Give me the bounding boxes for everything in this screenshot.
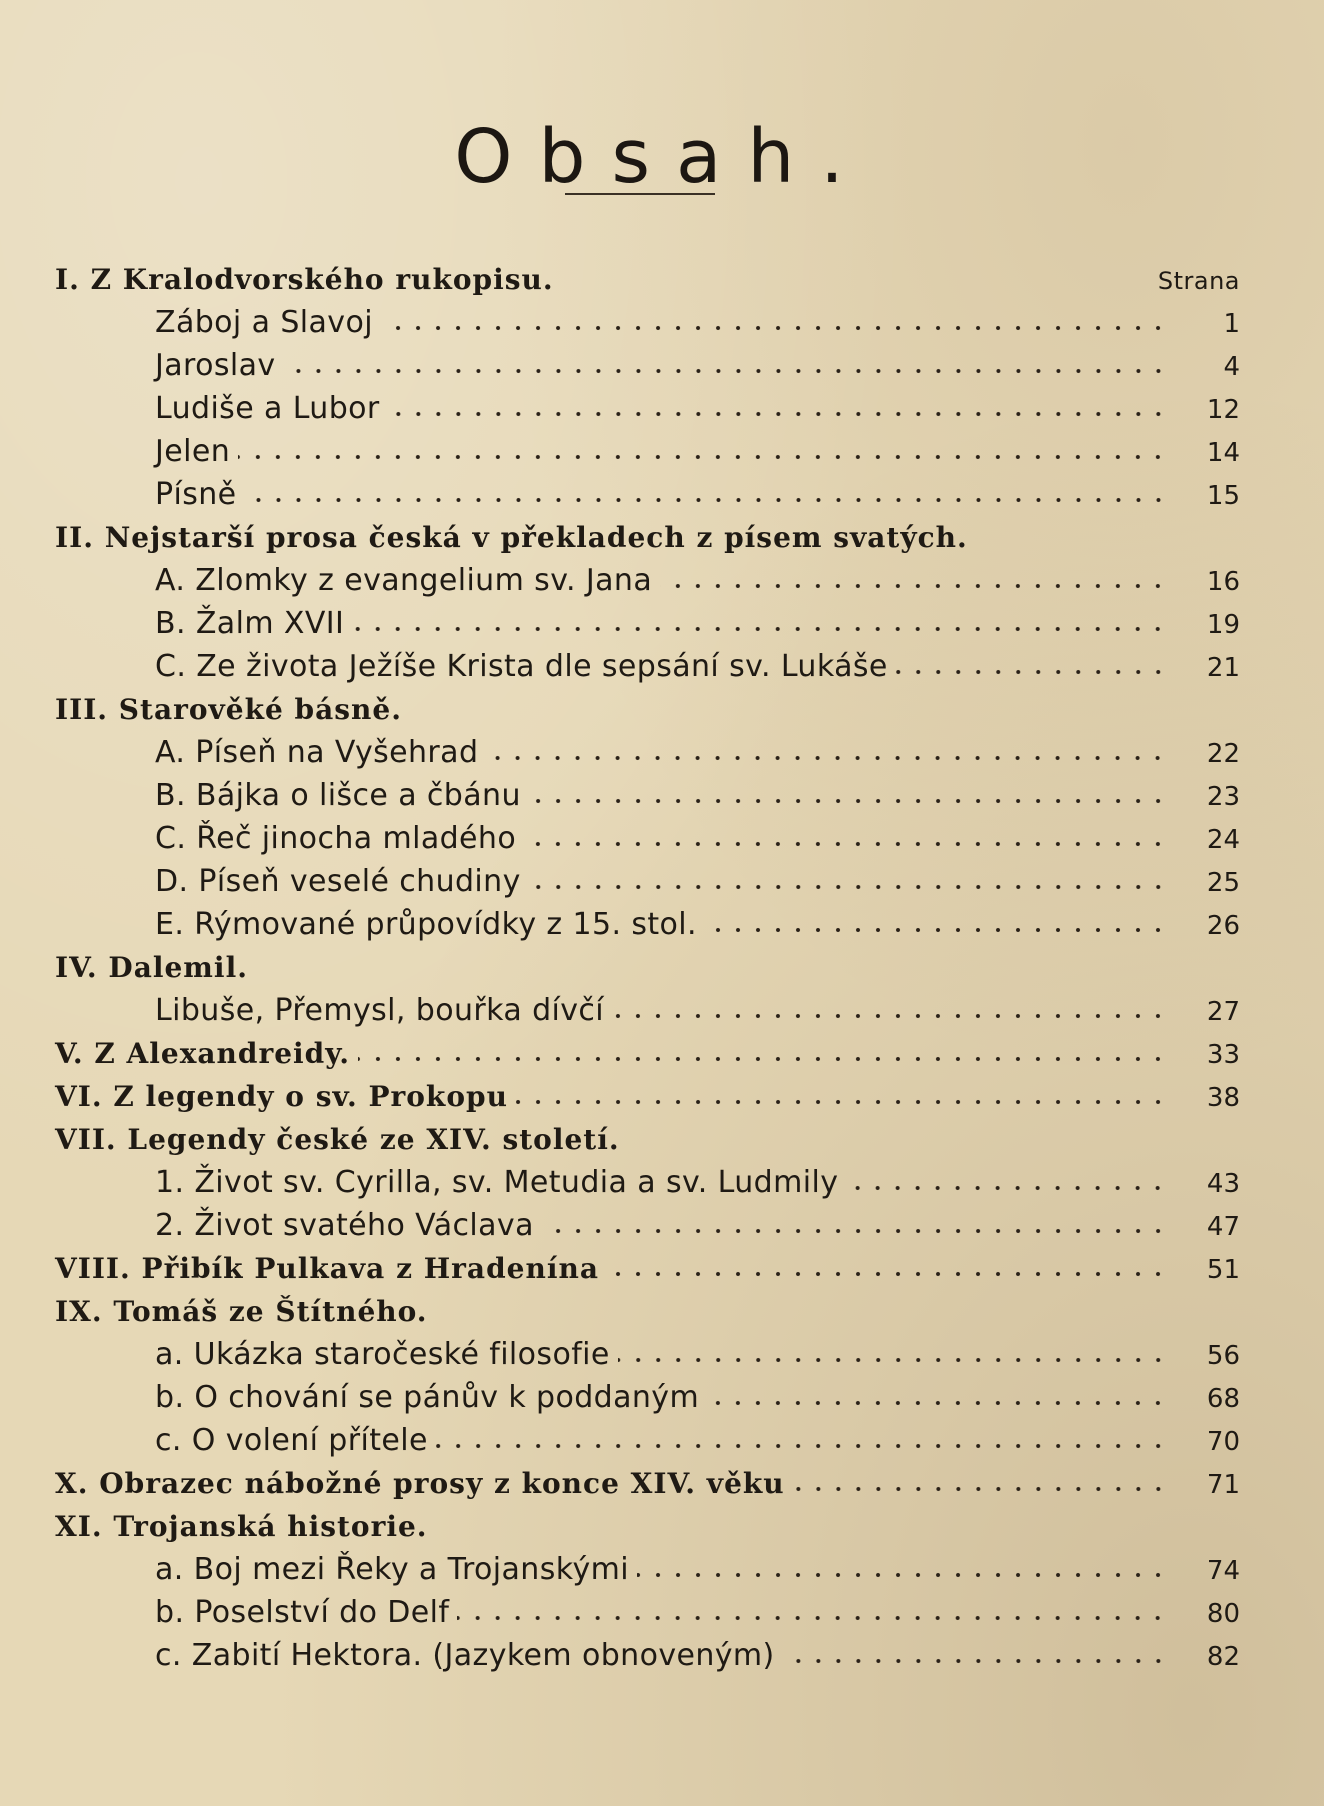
page-column-header: Strana [1157, 267, 1240, 295]
toc-entry-row [55, 430, 1240, 473]
toc-entry-title: Záboj a Slavoj [155, 305, 373, 340]
toc-page-number: 68 [1206, 1384, 1240, 1414]
toc-page-number: 47 [1206, 1212, 1240, 1242]
toc-page-number: 1 [1223, 309, 1240, 339]
dot-leader [529, 798, 1168, 804]
toc-entry-title: 2. Život svatého Václava [155, 1208, 534, 1243]
dot-leader [660, 583, 1168, 589]
toc-entry-row [55, 1204, 1240, 1247]
toc-page-number: 25 [1206, 868, 1240, 898]
toc-entry-title: c. O volení přítele [155, 1423, 428, 1458]
toc-section-row [55, 1032, 1240, 1075]
toc-page-number: 33 [1206, 1040, 1240, 1070]
toc-page-number: 43 [1206, 1169, 1240, 1199]
dot-leader [457, 1615, 1168, 1621]
toc-entry-title: A. Píseň na Vyšehrad [155, 735, 479, 770]
toc-page-number: 51 [1206, 1255, 1240, 1285]
toc-page-number: 24 [1206, 825, 1240, 855]
toc-entry-row [55, 1634, 1240, 1677]
toc-section-title: III. Starověké básně. [55, 693, 402, 726]
toc-page-number: 80 [1206, 1599, 1240, 1629]
toc-entry-row [55, 1548, 1240, 1591]
toc-entry-row [55, 989, 1240, 1032]
toc-page-number: 74 [1206, 1556, 1240, 1586]
toc-entry-title: Ludiše a Lubor [155, 391, 380, 426]
toc-section-row [55, 1290, 1240, 1333]
toc-entry-row [55, 473, 1240, 516]
toc-entry-row [55, 1376, 1240, 1419]
toc-entry-title: a. Boj mezi Řeky a Trojanskými [155, 1552, 629, 1587]
toc-section-title: IX. Tomáš ze Štítného. [55, 1295, 428, 1328]
dot-leader [612, 1013, 1168, 1019]
dot-leader [516, 1099, 1168, 1105]
toc-entry-row [55, 645, 1240, 688]
toc-section-row [55, 1247, 1240, 1290]
table-of-contents [55, 258, 1240, 1677]
dot-leader [529, 884, 1168, 890]
toc-entry-row [55, 817, 1240, 860]
toc-entry-row [55, 774, 1240, 817]
toc-entry-title: c. Zabití Hektora. (Jazykem obnoveným) [155, 1638, 775, 1673]
toc-entry-title: B. Žalm XVII [155, 606, 345, 641]
dot-leader [388, 411, 1168, 417]
toc-entry-title: E. Rýmované průpovídky z 15. stol. [155, 907, 697, 942]
toc-section-row [55, 516, 1240, 559]
toc-section-row [55, 1118, 1240, 1161]
toc-page-number: 38 [1206, 1083, 1240, 1113]
toc-page-number: 23 [1206, 782, 1240, 812]
toc-entry-row [55, 602, 1240, 645]
toc-section-title: VII. Legendy české ze XIV. století. [55, 1123, 620, 1156]
dot-leader [705, 927, 1168, 933]
toc-entry-row [55, 1591, 1240, 1634]
toc-page-number: 82 [1206, 1642, 1240, 1672]
toc-section-title: V. Z Alexandreidy. [55, 1037, 351, 1070]
title-divider [565, 193, 715, 195]
dot-leader [352, 626, 1168, 632]
dot-leader [542, 1228, 1168, 1234]
dot-leader [783, 1658, 1168, 1664]
dot-leader [238, 454, 1168, 460]
toc-entry-row [55, 344, 1240, 387]
toc-entry-title: B. Bájka o lišce a čbánu [155, 778, 521, 813]
toc-page-number: 19 [1206, 610, 1240, 640]
dot-leader [358, 1056, 1168, 1062]
toc-entry-title: 1. Život sv. Cyrilla, sv. Metudia a sv. Ludmily [155, 1165, 839, 1200]
toc-section-title: X. Obrazec nábožné prosy z konce XIV. věku [55, 1467, 785, 1500]
toc-entry-row [55, 387, 1240, 430]
toc-section-row [55, 946, 1240, 989]
page-title: Obsah. [454, 113, 870, 200]
toc-page-number: 21 [1206, 653, 1240, 683]
toc-page-number: 27 [1206, 997, 1240, 1027]
toc-section-title: II. Nejstarší prosa česká v překladech z písem svatých. [55, 521, 968, 554]
toc-page-number: 70 [1206, 1427, 1240, 1457]
toc-entry-title: b. Poselství do Delf [155, 1595, 450, 1630]
toc-entry-row [55, 559, 1240, 602]
toc-page-number: 15 [1206, 481, 1240, 511]
dot-leader [524, 841, 1168, 847]
toc-section-title: VI. Z legendy o sv. Prokopu [55, 1080, 508, 1113]
toc-entry-title: C. Řeč jinocha mladého [155, 821, 517, 856]
toc-entry-title: Libuše, Přemysl, bouřka dívčí [155, 993, 605, 1028]
toc-entry-title: Jelen [155, 434, 231, 469]
toc-section-row [55, 1075, 1240, 1118]
dot-leader [618, 1357, 1168, 1363]
toc-section-title: IV. Dalemil. [55, 951, 248, 984]
dot-leader [381, 325, 1168, 331]
toc-section-row [55, 258, 1240, 301]
toc-section-title: XI. Trojanská historie. [55, 1510, 428, 1543]
toc-page-number: 4 [1223, 352, 1240, 382]
toc-entry-title: D. Píseň veselé chudiny [155, 864, 521, 899]
toc-entry-title: C. Ze života Ježíše Krista dle sepsání sv. Lukáše [155, 649, 888, 684]
toc-page-number: 16 [1206, 567, 1240, 597]
toc-page-number: 12 [1206, 395, 1240, 425]
dot-leader [245, 497, 1168, 503]
toc-section-row [55, 1505, 1240, 1548]
dot-leader [486, 755, 1168, 761]
toc-entry-title: b. O chování se pánův k poddaným [155, 1380, 700, 1415]
toc-page-number: 26 [1206, 911, 1240, 941]
toc-entry-row [55, 903, 1240, 946]
dot-leader [284, 368, 1168, 374]
toc-entry-title: Písně [155, 477, 237, 512]
toc-entry-row [55, 860, 1240, 903]
dot-leader [637, 1572, 1168, 1578]
dot-leader [793, 1486, 1168, 1492]
dot-leader [896, 669, 1168, 675]
toc-entry-title: a. Ukázka staročeské filosofie [155, 1337, 610, 1372]
toc-section-title: VIII. Přibík Pulkava z Hradenína [55, 1252, 599, 1285]
toc-page-number: 56 [1206, 1341, 1240, 1371]
dot-leader [846, 1185, 1168, 1191]
toc-page-number: 14 [1206, 438, 1240, 468]
toc-entry-title: Jaroslav [155, 348, 276, 383]
toc-page-number: 71 [1206, 1470, 1240, 1500]
dot-leader [707, 1400, 1168, 1406]
toc-entry-row [55, 731, 1240, 774]
toc-section-row [55, 688, 1240, 731]
toc-entry-row [55, 1333, 1240, 1376]
dot-leader [436, 1443, 1168, 1449]
toc-section-row [55, 1462, 1240, 1505]
toc-entry-row [55, 1161, 1240, 1204]
toc-entry-row [55, 1419, 1240, 1462]
toc-section-title: I. Z Kralodvorského rukopisu. [55, 263, 554, 296]
dot-leader [607, 1271, 1168, 1277]
toc-page-number: 22 [1206, 739, 1240, 769]
toc-entry-row [55, 301, 1240, 344]
toc-entry-title: A. Zlomky z evangelium sv. Jana [155, 563, 653, 598]
